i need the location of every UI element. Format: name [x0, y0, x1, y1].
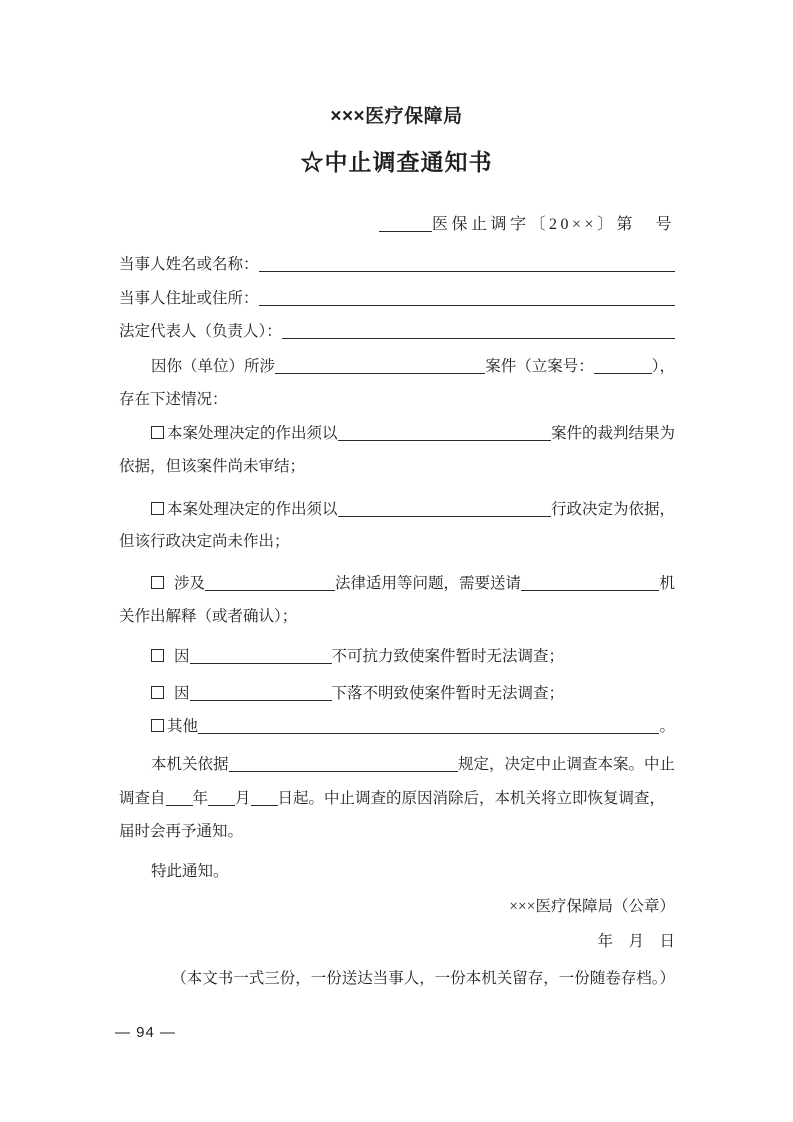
case-intro-line2: 存在下述情况： — [119, 391, 228, 408]
condition-2-blank[interactable] — [338, 515, 551, 517]
condition-1-line2: 依据，但该案件尚未审结； — [119, 458, 306, 475]
case-number-blank[interactable] — [594, 372, 652, 374]
doc-number-line — [119, 214, 675, 236]
signature-date-line: 年 月 日 — [597, 933, 675, 950]
condition-6-blank[interactable] — [198, 732, 659, 734]
month-blank[interactable] — [208, 804, 235, 806]
party-name-label: 当事人姓名或名称： — [119, 256, 259, 273]
legal-rep-label: 法定代表人（负责人）： — [119, 323, 282, 340]
condition-5-line: 因 下落不明致使案件暂时无法调查； — [119, 683, 675, 705]
case-name-blank[interactable] — [275, 372, 485, 374]
condition-2-line2: 但该行政决定尚未作出； — [119, 533, 290, 550]
legal-rep-blank[interactable] — [282, 337, 675, 339]
checkbox-force-majeure[interactable] — [151, 649, 164, 662]
party-address-label: 当事人住址或住所： — [119, 290, 259, 307]
checkbox-other[interactable] — [151, 719, 164, 732]
case-intro-mid: 案件（立案号： — [485, 358, 594, 375]
org-title: ×××医疗保障局 — [330, 106, 463, 127]
condition-5-blank[interactable] — [190, 699, 332, 701]
doc-number-text: 医保止调字〔20××〕第 号 — [431, 216, 675, 233]
checkbox-court-ruling-pending[interactable] — [151, 426, 164, 439]
case-intro-pre: 因你（单位）所涉 — [151, 358, 276, 375]
condition-3-line2: 关作出解释（或者确认）； — [119, 608, 298, 625]
party-name-blank[interactable] — [259, 270, 675, 272]
condition-1-line1: 本案处理决定的作出须以 案件的裁判结果为 — [119, 423, 675, 445]
case-intro-post: ）， — [651, 358, 675, 375]
checkbox-legal-interpretation[interactable] — [151, 576, 164, 589]
condition-1-blank[interactable] — [338, 439, 551, 441]
condition-6-line: 其他 。 — [119, 716, 675, 738]
condition-4-blank[interactable] — [190, 662, 332, 664]
closing-line: 特此通知。 — [151, 863, 229, 880]
condition-3-line1: 涉及 法律适用等问题，需要送请 机 — [119, 573, 675, 595]
condition-2-line1: 本案处理决定的作出须以 行政决定为依据， — [119, 499, 675, 521]
copies-footnote: （本文书一式三份，一份送达当事人，一份本机关留存，一份随卷存档。） — [171, 970, 675, 987]
field-party-name — [119, 254, 675, 276]
decision-line1: 本机关依据 规定，决定中止调查本案。中止 — [151, 756, 675, 773]
signature-org-line: ×××医疗保障局（公章） — [509, 898, 675, 915]
checkbox-whereabouts-unknown[interactable] — [151, 686, 164, 699]
field-party-address — [119, 288, 675, 310]
party-address-blank[interactable] — [259, 304, 675, 306]
case-intro-line — [119, 356, 675, 378]
decision-line2: 调查自 年 月 日起。中止调查的原因消除后，本机关将立即恢复调查， — [119, 790, 666, 807]
field-legal-rep — [119, 321, 675, 343]
condition-4-line: 因 不可抗力致使案件暂时无法调查； — [119, 646, 675, 668]
day-blank[interactable] — [251, 804, 278, 806]
page-number: — 94 — — [115, 1024, 177, 1041]
condition-3-blank-2[interactable] — [521, 589, 659, 591]
decision-line3: 届时会再予通知。 — [119, 823, 244, 840]
legal-basis-blank[interactable] — [229, 770, 458, 772]
page-title: ☆中止调查通知书 — [300, 149, 493, 175]
year-blank[interactable] — [166, 804, 193, 806]
checkbox-admin-decision-pending[interactable] — [151, 502, 164, 515]
condition-3-blank-1[interactable] — [205, 589, 335, 591]
doc-number-blank[interactable] — [379, 230, 432, 232]
